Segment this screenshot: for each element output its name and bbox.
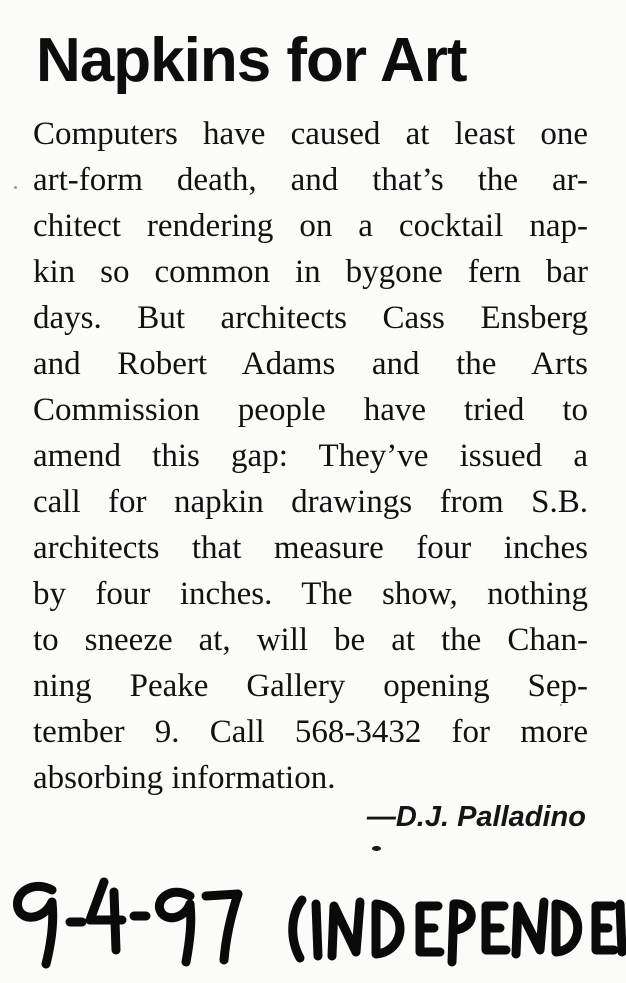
article-line: tember 9. Call 568-3432 for more bbox=[33, 714, 588, 750]
article-line: Commission people have tried to bbox=[33, 392, 588, 428]
article-line: by four inches. The show, nothing bbox=[33, 576, 588, 612]
article-body bbox=[33, 111, 588, 801]
article-line: chitect rendering on a cocktail nap- bbox=[33, 208, 588, 244]
article-line: absorbing information. bbox=[33, 760, 336, 796]
article-line: call for napkin drawings from S.B. bbox=[33, 484, 588, 520]
article-line: ning Peake Gallery opening Sep- bbox=[33, 668, 588, 704]
byline: —D.J. Palladino bbox=[366, 801, 586, 833]
article-line: art-form death, and that’s the ar- bbox=[33, 162, 588, 198]
scan-speck bbox=[560, 704, 562, 706]
article-line: Computers have caused at least one bbox=[33, 116, 588, 152]
article-line: architects that measure four inches bbox=[33, 530, 588, 566]
article-line: and Robert Adams and the Arts bbox=[33, 346, 588, 382]
article-line: kin so common in bygone fern bar bbox=[33, 254, 588, 290]
headline: Napkins for Art bbox=[36, 26, 467, 95]
article-line: days. But architects Cass Ensberg bbox=[33, 300, 588, 336]
scan-speck bbox=[14, 186, 17, 189]
handwritten-date-note bbox=[0, 840, 626, 983]
article-line: amend this gap: They’ve issued a bbox=[33, 438, 588, 474]
article-line: to sneeze at, will be at the Chan- bbox=[33, 622, 588, 658]
